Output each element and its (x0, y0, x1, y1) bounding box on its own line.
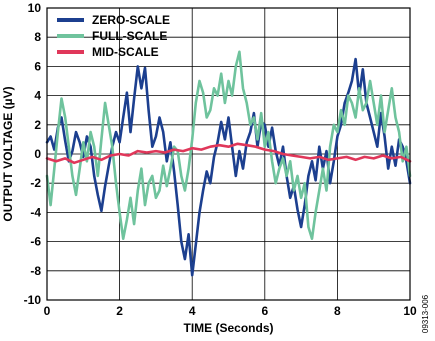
x-tick-label: 8 (334, 304, 341, 318)
legend (57, 13, 170, 59)
y-tick-label: -4 (30, 205, 41, 220)
y-tick-label: 4 (34, 88, 41, 103)
x-tick-label: 10 (403, 304, 417, 318)
y-tick-label: -10 (23, 293, 41, 307)
y-tick-label: 2 (34, 117, 41, 132)
y-tick-label: 6 (34, 59, 41, 74)
legend-label-zero-scale: ZERO-SCALE (92, 13, 170, 27)
y-tick-label: -6 (30, 234, 41, 249)
y-tick-label: -2 (30, 176, 41, 191)
y-tick-label: 8 (34, 30, 41, 45)
x-tick-label: 4 (188, 304, 196, 318)
x-tick-label: 2 (116, 304, 123, 318)
series-line-zero-scale (47, 59, 410, 275)
x-tick-label: 6 (261, 304, 269, 318)
y-axis-title: OUTPUT VOLTAGE (µV) (1, 86, 15, 222)
legend-label-full-scale: FULL-SCALE (92, 29, 168, 43)
legend-label-mid-scale: MID-SCALE (92, 45, 159, 59)
x-axis-title: TIME (Seconds) (183, 321, 274, 335)
y-tick-label: 0 (34, 147, 41, 161)
figure-id: 09313-006 (421, 294, 430, 334)
y-tick-label: 10 (27, 1, 41, 15)
y-tick-label: -8 (30, 263, 41, 278)
x-tick-label: 0 (43, 304, 51, 318)
